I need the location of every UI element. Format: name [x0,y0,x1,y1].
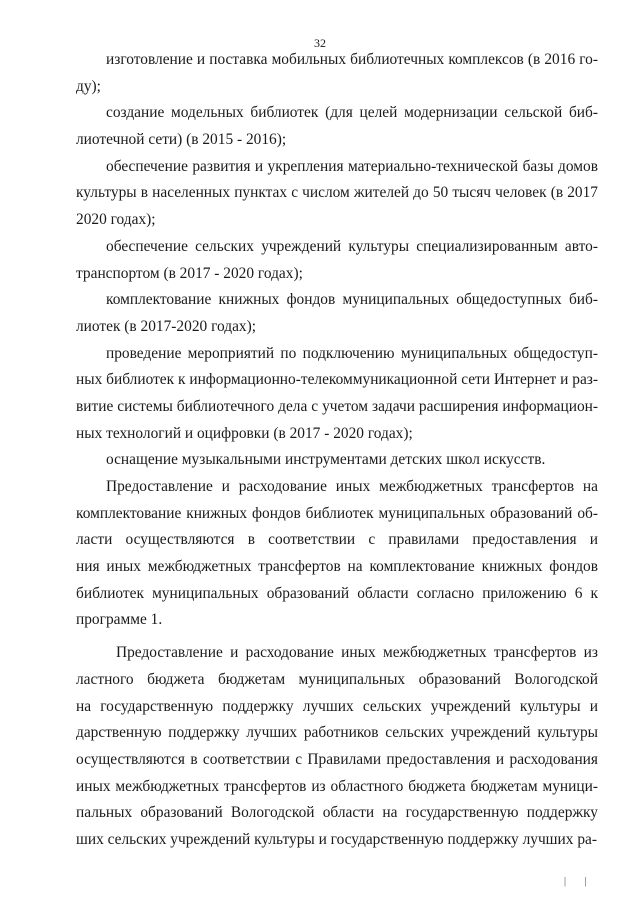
paragraph-line: на государственную поддержку лучших сельских учреждений культуры и [76,697,598,715]
paragraph-line: комплектование книжных фондов библиотек муниципальных образований об- [76,504,598,522]
paragraph-line: лиотек (в 2017-2020 годах); [76,317,257,335]
paragraph-line: обеспечение развития и укрепления материально-технической базы домов [106,157,598,175]
paragraph-line: ду); [76,77,101,95]
paragraph [76,287,598,340]
paragraph [76,100,598,153]
paragraph [76,341,598,448]
paragraph-line: ласти осуществляются в соответствии с правилами предоставления и [76,531,598,549]
paragraph-line: дарственную поддержку лучших работников сельских учреждений культуры [76,724,598,742]
paragraph [76,447,598,474]
paragraph-line: Предоставление и расходование иных межбюджетных трансфертов из [116,644,598,662]
paragraph-line: транспортом (в 2017 - 2020 годах); [76,264,303,282]
paragraph [76,234,598,287]
page-number: 32 [314,36,326,50]
scan-corner-marks: | | [564,876,595,887]
paragraph [76,474,598,634]
paragraph-line: иных межбюджетных трансфертов из областного бюджета бюджетам муници- [76,777,598,795]
paragraph [76,640,598,854]
paragraph-line: создание модельных библиотек (для целей модернизации сельской биб- [106,104,598,122]
paragraph-line: ния иных межбюджетных трансфертов на комплектование книжных фондов [76,558,598,576]
paragraph-line: ных технологий и оцифровки (в 2017 - 2020 годах); [76,424,413,442]
paragraph-line: культуры в населенных пунктах с числом жителей до 50 тысяч человек (в 2017 [76,184,598,202]
paragraph-line: программе 1. [76,611,163,629]
paragraph-line: лиотечной сети) (в 2015 - 2016); [76,131,287,149]
paragraph-line: комплектование книжных фондов муниципальных общедоступных биб- [106,291,598,309]
document-body [76,47,598,854]
paragraph-line: осуществляются в соответствии с Правилами предоставления и расходования [76,750,598,768]
paragraph-line: Предоставление и расходование иных межбюджетных трансфертов на [106,478,598,495]
paragraph [76,154,598,234]
paragraph-line: ших сельских учреждений культуры и государственную поддержку лучших ра- [76,830,597,848]
paragraph-line: ных библиотек к информационно-телекоммуникационной сети Интернет и раз- [76,371,598,389]
paragraph-line: обеспечение сельских учреждений культуры специализированным авто- [106,237,598,255]
paragraph [76,47,598,100]
paragraph-line: 2020 годах); [76,211,156,229]
paragraph-line: проведение мероприятий по подключению муниципальных общедоступ- [106,344,598,362]
paragraph-line: ластного бюджета бюджетам муниципальных образований Вологодской [76,670,598,688]
paragraph-line: библиотек муниципальных образований области согласно приложению 6 к [76,584,598,602]
paragraph-line: витие системы библиотечного дела с учетом задачи расширения информацион- [76,397,598,415]
paragraph-line: оснащение музыкальными инструментами детских школ искусств. [106,451,546,469]
paragraph-line: пальных образований Вологодской области на государственную поддержку [76,804,598,822]
paragraph-line: изготовление и поставка мобильных библиотечных комплексов (в 2016 го- [106,51,598,68]
